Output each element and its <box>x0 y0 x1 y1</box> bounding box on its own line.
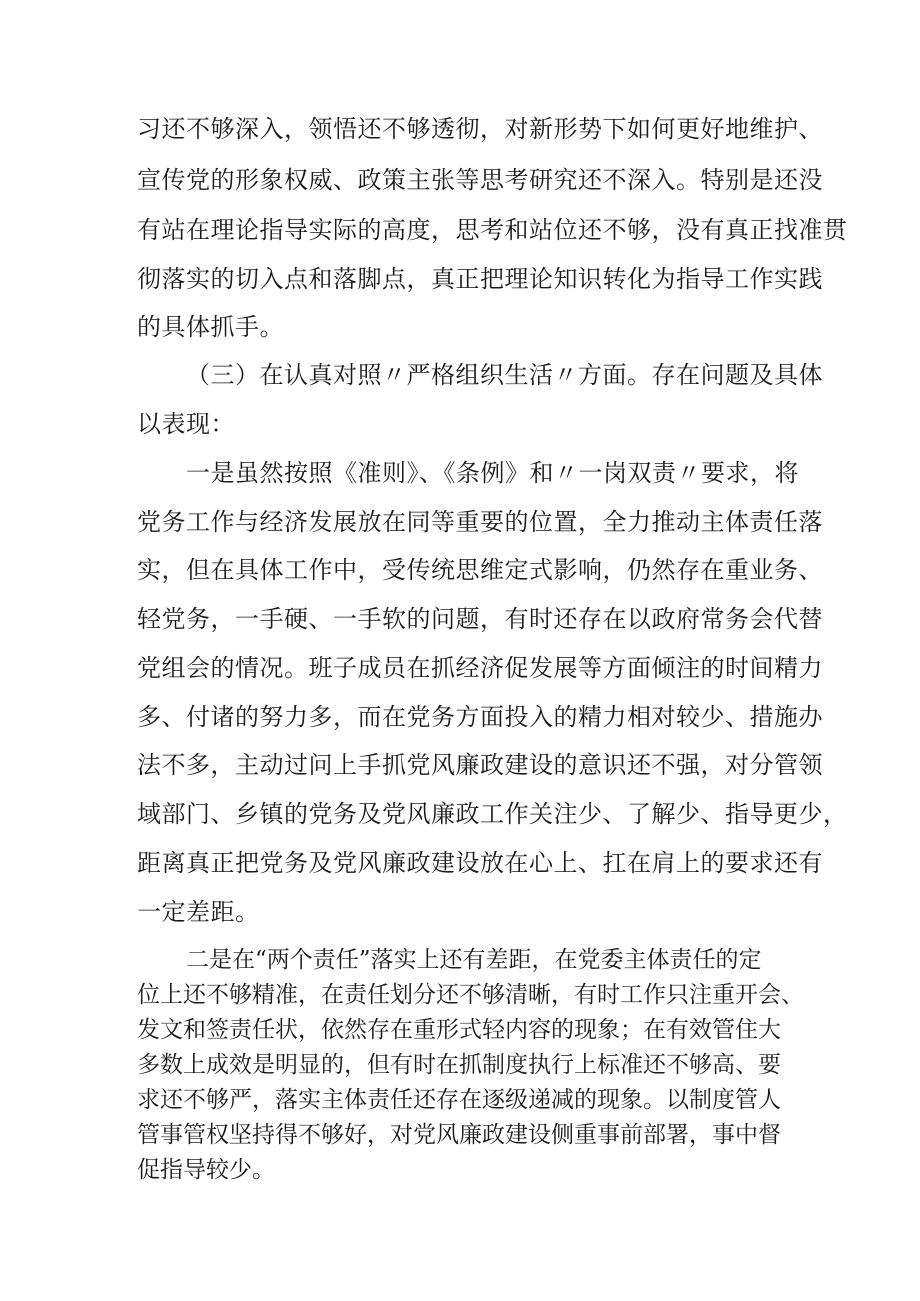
text-line: 促指导较少。 <box>137 1157 275 1183</box>
text-line: 党组会的情况。班子成员在抓经济促发展等方面倾注的时间精力 <box>137 654 823 682</box>
text-line: 宣传党的形象权威、政策主张等思考研究还不深入。特别是还没 <box>137 166 823 194</box>
text-line: 习还不够深入，领悟还不够透彻，对新形势下如何更好地维护、 <box>137 115 823 143</box>
section-heading: （三）在认真对照〃严格组织生活〃方面。存在问题及具体 <box>186 361 823 389</box>
text-line: 一定差距。 <box>137 898 260 926</box>
text-line: 党务工作与经济发展放在同等重要的位置，全力推动主体责任落 <box>137 508 823 536</box>
text-line: 法不多，主动过问上手抓党风廉政建设的意识还不强，对分管领 <box>137 751 823 779</box>
text-line: 的具体抓手。 <box>137 313 284 341</box>
text-line: 多、付诸的努力多，而在党务方面投入的精力相对较少、措施办 <box>137 703 823 731</box>
text-line: 以表现： <box>137 410 235 438</box>
text-line: 多数上成效是明显的，但有时在抓制度执行上标准还不够高、要 <box>137 1052 781 1078</box>
text-line: 发文和签责任状，依然存在重形式轻内容的现象；在有效管住大 <box>137 1017 781 1043</box>
paragraph-first-line: 二是在“两个责任”落实上还有差距，在党委主体责任的定 <box>186 947 762 973</box>
text-line: 求还不够严，落实主体责任还存在逐级递减的现象。以制度管人 <box>137 1087 781 1113</box>
text-line: 实，但在具体工作中，受传统思维定式影响，仍然存在重业务、 <box>137 556 823 584</box>
text-line: 有站在理论指导实际的高度，思考和站位还不够，没有真正找准贯 <box>137 216 848 244</box>
text-line: 彻落实的切入点和落脚点，真正把理论知识转化为指导工作实践 <box>137 265 823 293</box>
text-line: 距离真正把党务及党风廉政建设放在心上、扛在肩上的要求还有 <box>137 849 823 877</box>
paragraph-first-line: 一是虽然按照《准则》、《条例》和〃一岗双责〃要求，将 <box>186 459 799 487</box>
text-line: 域部门、乡镇的党务及党风廉政工作关注少、了解少、指导更少， <box>137 800 848 828</box>
text-line: 轻党务，一手硬、一手软的问题，有时还存在以政府常务会代替 <box>137 605 823 633</box>
text-line: 位上还不够精准，在责任划分还不够清晰，有时工作只注重开会、 <box>137 982 804 1008</box>
text-line: 管事管权坚持得不够好，对党风廉政建设侧重事前部署，事中督 <box>137 1122 781 1148</box>
